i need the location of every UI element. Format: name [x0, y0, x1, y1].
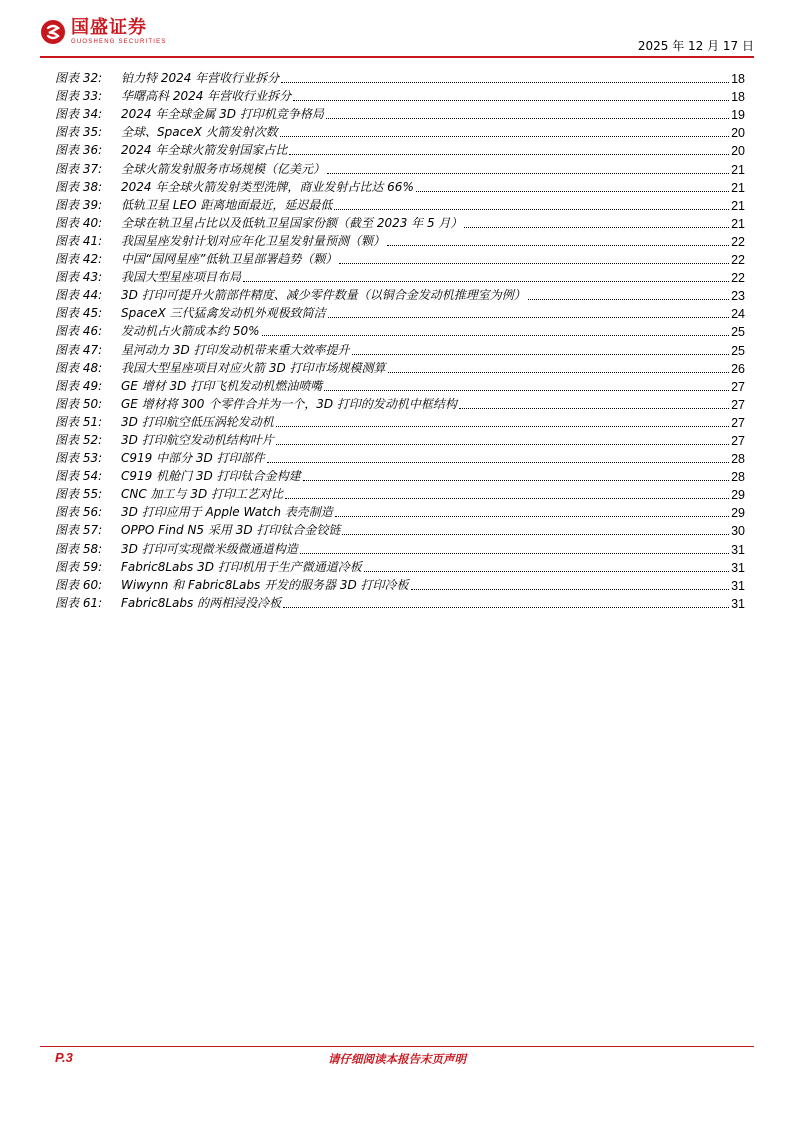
- toc-leader-dots: [387, 245, 729, 246]
- toc-entry[interactable]: [55, 249, 745, 267]
- toc-entry-title: Fabric8Labs 的两相浸没冷板: [121, 595, 282, 610]
- toc-entry-page: 22: [731, 253, 745, 268]
- toc-entry[interactable]: [55, 593, 745, 611]
- toc-leader-dots: [281, 82, 729, 83]
- toc-entry[interactable]: [55, 358, 745, 376]
- toc-leader-dots: [327, 173, 729, 174]
- toc-entry[interactable]: [55, 158, 745, 176]
- toc-entry-title: 星河动力 3D 打印发动机带来重大效率提升: [121, 342, 350, 357]
- toc-entry-label: 图表 54:: [55, 469, 103, 484]
- toc-entry-page: 23: [731, 289, 745, 304]
- toc-entry-label: 图表 55:: [55, 487, 103, 502]
- toc-leader-dots: [303, 480, 729, 481]
- toc-entry-title: 我国大型星座项目对应火箭 3D 打印市场规模测算: [121, 360, 386, 375]
- toc-entry-title: 全球、SpaceX 火箭发射次数: [121, 125, 278, 140]
- toc-entry-title: 3D 打印航空发动机结构叶片: [121, 432, 274, 447]
- toc-entry[interactable]: [55, 321, 745, 339]
- toc-entry-page: 27: [731, 433, 745, 448]
- toc-entry-page: 22: [731, 234, 745, 249]
- toc-entry-page: 21: [731, 198, 745, 213]
- toc-leader-dots: [276, 426, 729, 427]
- toc-entry-page: 26: [731, 361, 745, 376]
- toc-leader-dots: [276, 444, 729, 445]
- toc-entry-label: 图表 48:: [55, 360, 103, 375]
- toc-leader-dots: [267, 462, 729, 463]
- toc-entry-label: 图表 33:: [55, 89, 103, 104]
- toc-entry-title: Fabric8Labs 3D 打印机用于生产微通道冷板: [121, 559, 362, 574]
- toc-leader-dots: [334, 209, 729, 210]
- toc-entry-title: 2024 年全球金属 3D 打印机竞争格局: [121, 107, 324, 122]
- toc-entry[interactable]: [55, 376, 745, 394]
- toc-entry-label: 图表 36:: [55, 143, 103, 158]
- toc-entry-title: 我国星座发射计划对应年化卫星发射量预测（颗）: [121, 233, 386, 248]
- toc-entry-title: 全球火箭发射服务市场规模（亿美元）: [121, 161, 326, 176]
- toc-entry[interactable]: [55, 412, 745, 430]
- toc-entry-title: GE 增材将 300 个零件合并为一个，3D 打印的发动机中框结构: [121, 396, 457, 411]
- toc-entry[interactable]: [55, 213, 745, 231]
- toc-entry-label: 图表 42:: [55, 252, 103, 267]
- toc-entry-page: 21: [731, 216, 745, 231]
- footer-divider: [40, 1046, 754, 1047]
- logo-chinese-name: 国盛证券: [71, 17, 147, 38]
- toc-entry-page: 19: [731, 108, 745, 123]
- toc-leader-dots: [289, 154, 729, 155]
- toc-entry-label: 图表 50:: [55, 396, 103, 411]
- toc-entry[interactable]: [55, 466, 745, 484]
- toc-entry[interactable]: [55, 303, 745, 321]
- toc-leader-dots: [459, 408, 729, 409]
- toc-entry-title: 2024 年全球火箭发射国家占比: [121, 143, 288, 158]
- toc-entry-label: 图表 52:: [55, 432, 103, 447]
- toc-entry[interactable]: [55, 520, 745, 538]
- toc-entry-title: Wiwynn 和 Fabric8Labs 开发的服务器 3D 打印冷板: [121, 577, 409, 592]
- toc-entry[interactable]: [55, 68, 745, 86]
- toc-entry-title: GE 增材 3D 打印飞机发动机燃油喷嘴: [121, 378, 323, 393]
- toc-entry-label: 图表 49:: [55, 378, 103, 393]
- toc-entry-label: 图表 39:: [55, 197, 103, 212]
- toc-leader-dots: [280, 136, 729, 137]
- toc-entry-page: 28: [731, 452, 745, 467]
- toc-entry-label: 图表 38:: [55, 179, 103, 194]
- toc-entry-label: 图表 37:: [55, 161, 103, 176]
- header-divider: [40, 56, 754, 58]
- report-date: 2025 年 12 月 17 日: [637, 39, 754, 53]
- toc-leader-dots: [326, 118, 729, 119]
- toc-leader-dots: [364, 571, 729, 572]
- toc-entry-title: 我国大型星座项目布局: [121, 270, 242, 285]
- toc-entry-page: 18: [731, 90, 745, 105]
- toc-entry-title: CNC 加工与 3D 打印工艺对比: [121, 487, 284, 502]
- toc-entry-label: 图表 51:: [55, 414, 103, 429]
- toc-entry-page: 24: [731, 307, 745, 322]
- toc-entry-page: 28: [731, 470, 745, 485]
- company-logo: [40, 18, 166, 46]
- toc-entry-label: 图表 40:: [55, 215, 103, 230]
- toc-entry-page: 21: [731, 180, 745, 195]
- toc-entry-title: OPPO Find N5 采用 3D 打印钛合金铰链: [121, 523, 341, 538]
- toc-entry-title: 中国“国网星座”低轨卫星部署趋势（颗）: [121, 252, 338, 267]
- toc-entry-page: 25: [731, 343, 745, 358]
- toc-entry-title: 3D 打印应用于 Apple Watch 表壳制造: [121, 505, 333, 520]
- toc-entry-title: 低轨卫星 LEO 距离地面最近，延迟最低: [121, 197, 333, 212]
- toc-entry-title: 3D 打印航空低压涡轮发动机: [121, 414, 274, 429]
- toc-leader-dots: [411, 589, 730, 590]
- toc-entry-label: 图表 56:: [55, 505, 103, 520]
- toc-leader-dots: [283, 607, 729, 608]
- toc-entry-title: 3D 打印可实现微米级微通道构造: [121, 541, 298, 556]
- figure-index-list: [55, 68, 745, 611]
- toc-leader-dots: [324, 390, 729, 391]
- toc-leader-dots: [342, 534, 729, 535]
- toc-leader-dots: [285, 498, 729, 499]
- toc-entry[interactable]: [55, 430, 745, 448]
- toc-entry-label: 图表 45:: [55, 306, 103, 321]
- toc-entry-label: 图表 32:: [55, 71, 103, 86]
- toc-leader-dots: [243, 281, 729, 282]
- toc-entry[interactable]: [55, 231, 745, 249]
- footer-disclaimer: 请仔细阅读本报告末页声明: [328, 1052, 466, 1066]
- toc-entry-page: 31: [731, 542, 745, 557]
- toc-leader-dots: [300, 553, 729, 554]
- guosheng-logo-icon: [40, 19, 66, 45]
- toc-entry-title: 2024 年全球火箭发射类型洗牌，商业发射占比达 66%: [121, 179, 414, 194]
- toc-entry-page: 29: [731, 488, 745, 503]
- toc-entry[interactable]: [55, 104, 745, 122]
- toc-entry-label: 图表 46:: [55, 324, 103, 339]
- toc-entry-title: 铂力特 2024 年营收行业拆分: [121, 71, 280, 86]
- toc-leader-dots: [388, 372, 730, 373]
- toc-entry-page: 20: [731, 144, 745, 159]
- toc-leader-dots: [339, 263, 729, 264]
- page-number: P.3: [55, 1050, 73, 1065]
- toc-entry-title: 全球在轨卫星占比以及低轨卫星国家份额（截至 2023 年 5 月）: [121, 215, 463, 230]
- toc-entry-page: 31: [731, 578, 745, 593]
- toc-leader-dots: [464, 227, 729, 228]
- toc-leader-dots: [328, 317, 729, 318]
- toc-entry-title: C919 中部分 3D 打印部件: [121, 451, 265, 466]
- toc-entry-page: 27: [731, 379, 745, 394]
- toc-entry-page: 27: [731, 415, 745, 430]
- toc-entry[interactable]: [55, 502, 745, 520]
- toc-entry[interactable]: [55, 267, 745, 285]
- toc-leader-dots: [528, 299, 729, 300]
- toc-entry-label: 图表 57:: [55, 523, 103, 538]
- toc-entry[interactable]: [55, 195, 745, 213]
- toc-entry-label: 图表 41:: [55, 233, 103, 248]
- toc-entry-page: 30: [731, 524, 745, 539]
- toc-entry[interactable]: [55, 484, 745, 502]
- toc-entry[interactable]: [55, 177, 745, 195]
- toc-entry[interactable]: [55, 122, 745, 140]
- toc-entry[interactable]: [55, 575, 745, 593]
- toc-entry-label: 图表 35:: [55, 125, 103, 140]
- toc-leader-dots: [293, 100, 729, 101]
- toc-entry[interactable]: [55, 339, 745, 357]
- toc-entry[interactable]: [55, 285, 745, 303]
- toc-entry-page: 25: [731, 325, 745, 340]
- logo-english-name: GUOSHENG SECURITIES: [71, 39, 167, 45]
- toc-entry-title: 发动机占火箭成本约 50%: [121, 324, 260, 339]
- toc-entry-title: C919 机舱门 3D 打印钛合金构建: [121, 469, 301, 484]
- toc-entry-label: 图表 53:: [55, 451, 103, 466]
- toc-leader-dots: [416, 191, 729, 192]
- toc-entry-label: 图表 44:: [55, 288, 103, 303]
- toc-entry[interactable]: [55, 140, 745, 158]
- toc-leader-dots: [335, 516, 729, 517]
- toc-entry-title: 华曙高科 2024 年营收行业拆分: [121, 89, 292, 104]
- toc-entry-page: 27: [731, 397, 745, 412]
- toc-leader-dots: [262, 335, 730, 336]
- toc-entry-page: 31: [731, 560, 745, 575]
- toc-entry-page: 21: [731, 162, 745, 177]
- toc-entry-page: 22: [731, 271, 745, 286]
- page-header: [40, 12, 754, 58]
- toc-entry-page: 31: [731, 596, 745, 611]
- toc-entry-label: 图表 60:: [55, 577, 103, 592]
- toc-entry[interactable]: [55, 394, 745, 412]
- toc-entry-page: 29: [731, 506, 745, 521]
- toc-entry-label: 图表 58:: [55, 541, 103, 556]
- toc-entry-label: 图表 61:: [55, 595, 103, 610]
- toc-entry[interactable]: [55, 538, 745, 556]
- toc-entry[interactable]: [55, 557, 745, 575]
- toc-entry-label: 图表 59:: [55, 559, 103, 574]
- toc-entry-label: 图表 34:: [55, 107, 103, 122]
- toc-entry-page: 18: [731, 72, 745, 87]
- toc-leader-dots: [352, 354, 730, 355]
- toc-entry-title: SpaceX 三代猛禽发动机外观极致简洁: [121, 306, 326, 321]
- toc-entry-title: 3D 打印可提升火箭部件精度、减少零件数量（以铜合金发动机推理室为例）: [121, 288, 526, 303]
- toc-entry[interactable]: [55, 86, 745, 104]
- toc-entry[interactable]: [55, 448, 745, 466]
- toc-entry-label: 图表 47:: [55, 342, 103, 357]
- toc-entry-label: 图表 43:: [55, 270, 103, 285]
- toc-entry-page: 20: [731, 126, 745, 141]
